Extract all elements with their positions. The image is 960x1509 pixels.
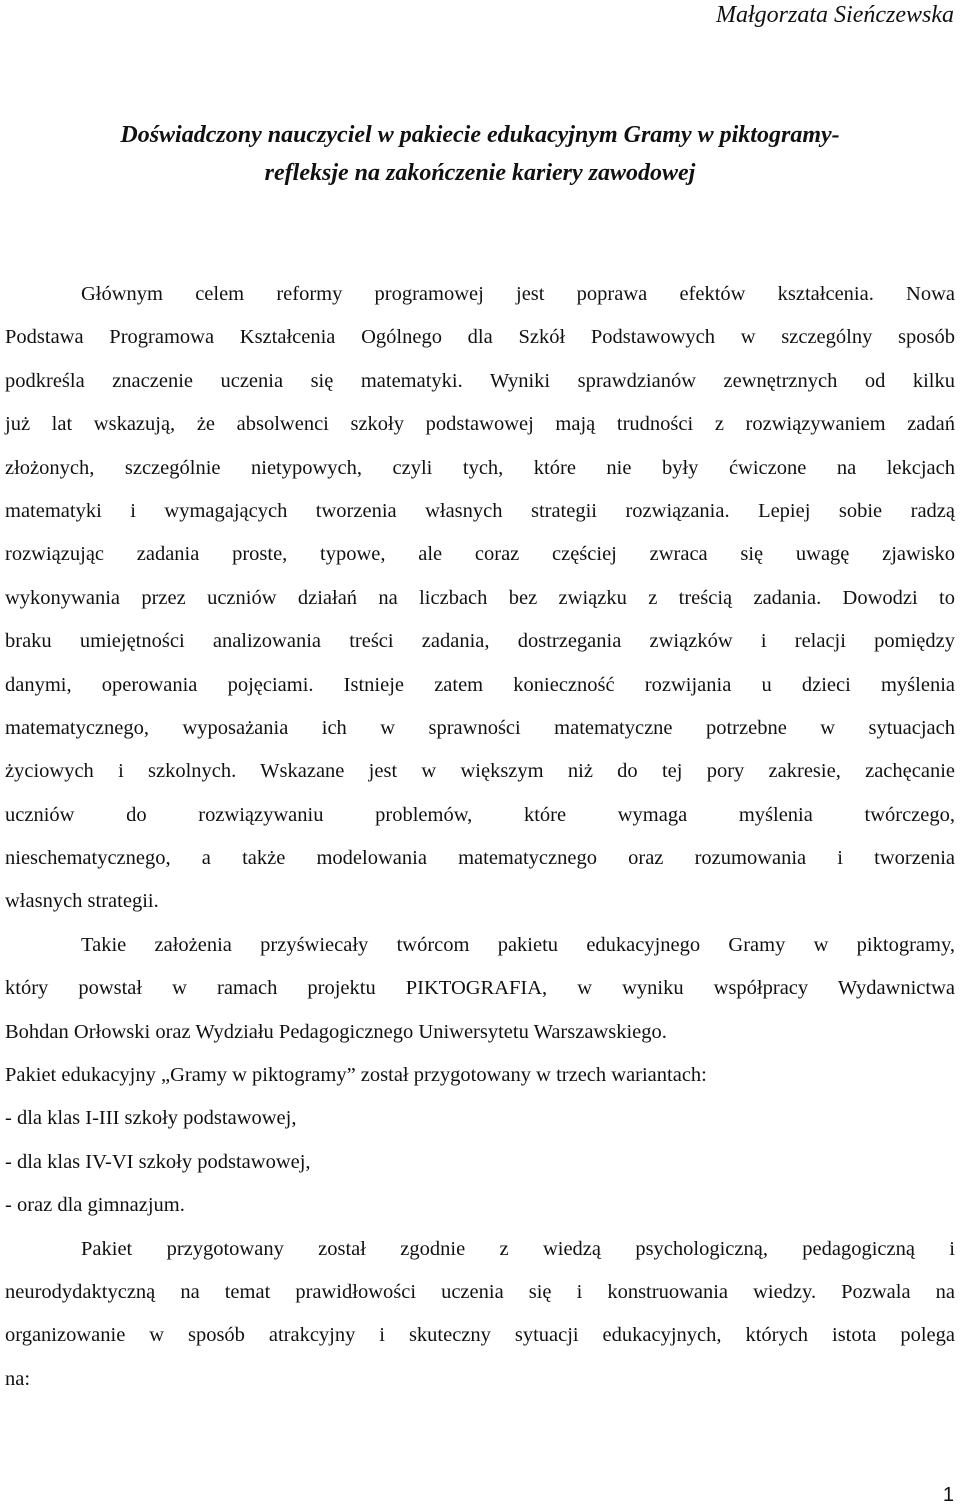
- body-line: własnych strategii.: [5, 890, 159, 913]
- body-line: uczniów do rozwiązywaniu problemów, które wymaga myślenia twórczego,: [5, 803, 955, 826]
- body-line: który powstał w ramach projektu PIKTOGRAFIA, w wyniku współpracy Wydawnictwa: [5, 977, 955, 1000]
- body-line: matematyki i wymagających tworzenia własnych strategii rozwiązania. Lepiej sobie radzą: [5, 499, 955, 522]
- body-line: nieschematycznego, a także modelowania matematycznego oraz rozumowania i tworzenia: [5, 847, 955, 870]
- body-line: złożonych, szczególnie nietypowych, czyli tych, które nie były ćwiczone na lekcjach: [5, 456, 955, 479]
- document-title: [0, 116, 960, 192]
- body-line: - oraz dla gimnazjum.: [5, 1194, 185, 1217]
- title-line: Doświadczony nauczyciel w pakiecie edukacyjnym Gramy w piktogramy-: [120, 122, 840, 148]
- body-line: braku umiejętności analizowania treści zadania, dostrzegania związków i relacji pomiędzy: [5, 630, 955, 653]
- body-line: Pakiet przygotowany został zgodnie z wiedzą psychologiczną, pedagogiczną i: [81, 1237, 955, 1260]
- author-name: Małgorzata Sieńczewska: [716, 2, 954, 28]
- body-line: Pakiet edukacyjny „Gramy w piktogramy” został przygotowany w trzech wariantach:: [5, 1064, 707, 1087]
- body-line: organizowanie w sposób atrakcyjny i skuteczny sytuacji edukacyjnych, których istota polega: [5, 1324, 955, 1347]
- body-line: matematycznego, wyposażania ich w sprawności matematyczne potrzebne w sytuacjach: [5, 716, 955, 739]
- body-line: wykonywania przez uczniów działań na liczbach bez związku z treścią zadania. Dowodzi to: [5, 586, 955, 609]
- body-line: - dla klas I-III szkoły podstawowej,: [5, 1107, 297, 1130]
- page-number: 1: [942, 1484, 954, 1506]
- body-line: - dla klas IV-VI szkoły podstawowej,: [5, 1150, 311, 1173]
- body-line: neurodydaktyczną na temat prawidłowości uczenia się i konstruowania wiedzy. Pozwala na: [5, 1280, 955, 1303]
- body-line: życiowych i szkolnych. Wskazane jest w większym niż do tej pory zakresie, zachęcanie: [5, 760, 955, 783]
- body-line: Głównym celem reformy programowej jest poprawa efektów kształcenia. Nowa: [81, 283, 955, 305]
- document-body: [5, 273, 955, 1401]
- body-line: Bohdan Orłowski oraz Wydziału Pedagogicznego Uniwersytetu Warszawskiego.: [5, 1020, 667, 1043]
- body-line: podkreśla znaczenie uczenia się matematyki. Wyniki sprawdzianów zewnętrznych od kilku: [5, 369, 955, 392]
- body-line: na:: [5, 1367, 31, 1390]
- body-line: rozwiązując zadania proste, typowe, ale coraz częściej zwraca się uwagę zjawisko: [5, 543, 955, 566]
- body-line: Podstawa Programowa Kształcenia Ogólnego dla Szkół Podstawowych w szczególny sposób: [5, 326, 955, 349]
- title-line: refleksje na zakończenie kariery zawodowej: [264, 160, 696, 186]
- body-line: już lat wskazują, że absolwenci szkoły podstawowej mają trudności z rozwiązywaniem zadań: [5, 413, 955, 436]
- body-line: danymi, operowania pojęciami. Istnieje zatem konieczność rozwijania u dzieci myślenia: [5, 673, 955, 696]
- body-line: Takie założenia przyświecały twórcom pakietu edukacyjnego Gramy w piktogramy,: [81, 933, 955, 956]
